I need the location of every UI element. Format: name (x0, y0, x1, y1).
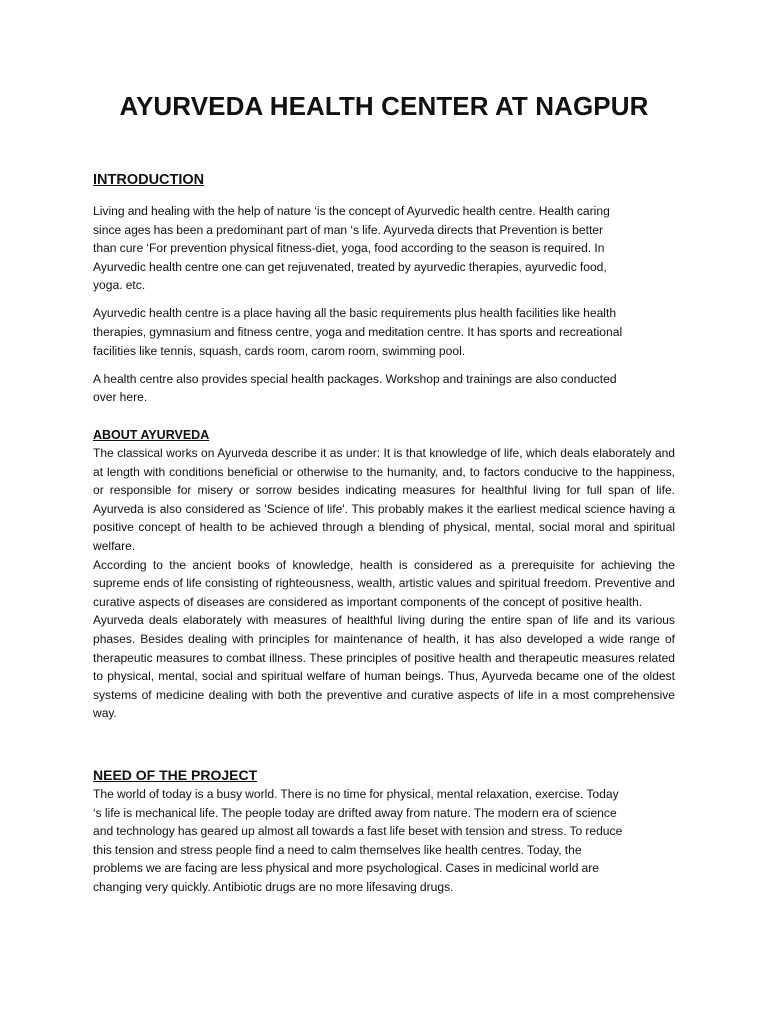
text-line: since ages has been a predominant part of man ‘s life. Ayurveda directs that Prevention is better (93, 222, 604, 237)
text-line: Living and healing with the help of nature ‘is the concept of Ayurvedic health centre. Health caring (93, 204, 610, 218)
introduction-paragraph-2 (93, 304, 675, 360)
text-line: A health centre also provides special health packages. Workshop and trainings are also conducted (93, 371, 617, 386)
text-line: facilities like tennis, squash, cards room, carom room, swimming pool. (93, 343, 466, 358)
text-line: changing very quickly. Antibiotic drugs are no more lifesaving drugs. (93, 879, 454, 894)
text-line: ‘s life is mechanical life. The people today are drifted away from nature. The modern era of science (93, 805, 617, 820)
need-of-project-heading: NEED OF THE PROJECT (93, 767, 258, 783)
about-paragraph-3: Ayurveda deals elaborately with measures of healthful living during the entire span of life and its various phases. Besides dealing with principles for maintenance of health, it has also developed a wide range of therapeutic measures to combat illness. These principles of positive health and therapeutic measures related to physical, mental, social and spiritual welfare of human beings. Thus, Ayurveda became one of the oldest systems of medicine dealing with both the preventive and curative aspects of life in a most comprehensive way. (93, 613, 675, 721)
text-line: Ayurvedic health centre one can get rejuvenated, treated by ayurvedic therapies, ayurvedic food, (93, 259, 607, 274)
text-line: The world of today is a busy world. There is no time for physical, mental relaxation, exercise. Today (93, 787, 619, 801)
text-line: than cure ‘For prevention physical fitness-diet, yoga, food according to the season is required. In (93, 241, 605, 256)
page-title: AYURVEDA HEALTH CENTER AT NAGPUR (119, 91, 649, 121)
need-of-project-paragraph (93, 785, 675, 897)
text-line: over here. (93, 390, 148, 405)
text-line: this tension and stress people find a need to calm themselves like health centres. Today, the (93, 842, 582, 857)
text-line: yoga. etc. (93, 278, 146, 293)
about-ayurveda-section (93, 426, 675, 723)
about-paragraph-1: The classical works on Ayurveda describe it as under: It is that knowledge of life, which deals elaborately and at length with conditions beneficial or otherwise to the humanity, and, to factors conducive to the happiness, or responsible for misery or sorrow besides indicating measures for healthful living for full span of life. Ayurveda is also considered as 'Science of life'. This probably makes it the earliest medical science having a positive concept of health to be achieved through a blending of physical, mental, social moral and spiritual welfare. (93, 446, 675, 553)
text-line: therapies, gymnasium and fitness centre, yoga and meditation centre. It has sports and recreational (93, 325, 623, 340)
need-of-project-section (93, 765, 675, 897)
text-line: problems we are facing are less physical and more psychological. Cases in medicinal world are (93, 861, 600, 876)
text-line: Ayurvedic health centre is a place having all the basic requirements plus health facilities like health (93, 306, 617, 321)
text-line: and technology has geared up almost all towards a fast life beset with tension and stress. To reduce (93, 824, 623, 839)
about-ayurveda-heading: ABOUT AYURVEDA (93, 428, 210, 442)
introduction-section (93, 170, 675, 407)
introduction-paragraph-3 (93, 370, 675, 407)
introduction-heading: INTRODUCTION (93, 172, 205, 188)
about-paragraph-2: According to the ancient books of knowledge, health is considered as a prerequisite for achieving the supreme ends of life consisting of righteousness, wealth, artistic values and spiritual freedom. Preventive and curative aspects of diseases are considered as important components of the concept of positive health. (93, 557, 675, 609)
introduction-paragraph-1 (93, 202, 675, 295)
